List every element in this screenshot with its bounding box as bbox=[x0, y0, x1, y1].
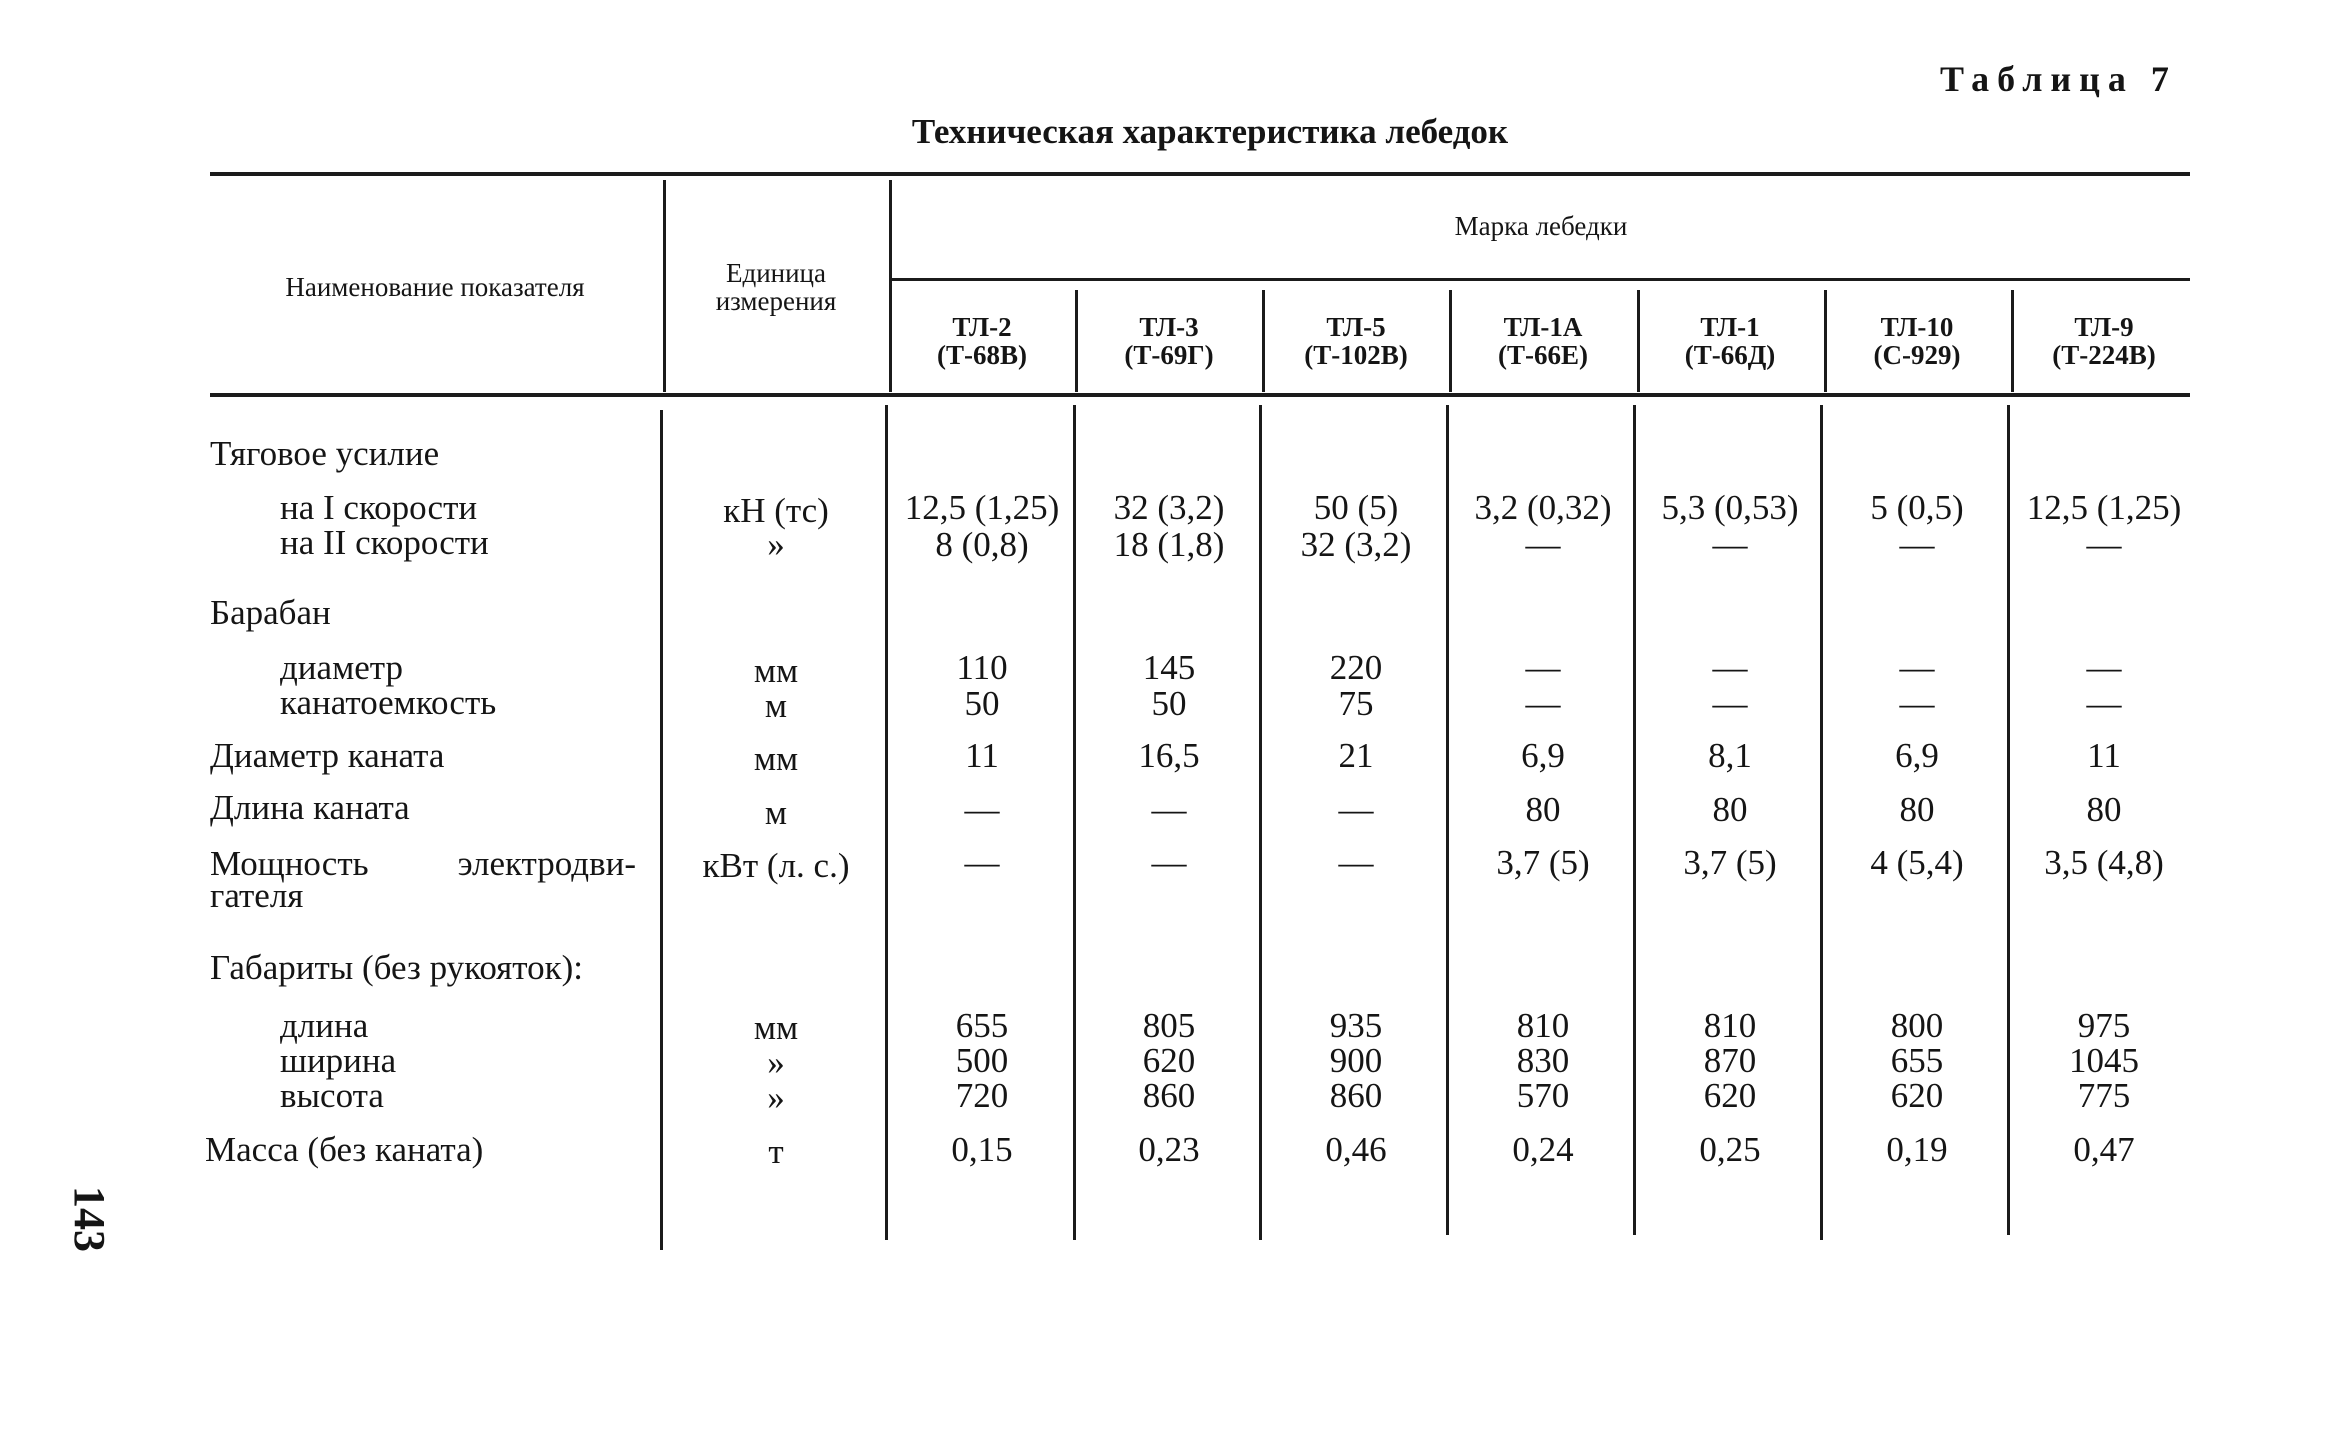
row-label-drum-capacity: канатоемкость bbox=[280, 683, 497, 722]
header-bottom-rule bbox=[210, 393, 2190, 397]
value-cell: 11 bbox=[965, 736, 999, 775]
value-cell: 6,9 bbox=[1895, 736, 1939, 775]
row-label-rope-length: Длина каната bbox=[210, 788, 410, 827]
brand-code-alt: (Т-102В) bbox=[1304, 340, 1408, 370]
unit-cell: мм bbox=[753, 1008, 799, 1047]
row-label-length: длина bbox=[280, 1006, 369, 1045]
value-cell: 12,5 (1,25) bbox=[2026, 488, 2182, 527]
value-cell: 570 bbox=[1516, 1076, 1570, 1115]
row-label-drum-diameter: диаметр bbox=[280, 648, 403, 687]
value-cell: 810 bbox=[1703, 1006, 1757, 1045]
header-brand-group: Марка лебедки bbox=[1454, 211, 1628, 241]
table-title: Техническая характеристика лебедок bbox=[911, 112, 1509, 151]
value-cell: 620 bbox=[1890, 1076, 1944, 1115]
value-cell: 860 bbox=[1142, 1076, 1196, 1115]
value-cell: 110 bbox=[956, 648, 1008, 687]
value-cell: — bbox=[1899, 648, 1935, 687]
value-cell: 0,24 bbox=[1512, 1130, 1574, 1169]
unit-cell: кН (тс) bbox=[723, 491, 829, 530]
value-cell: — bbox=[1338, 790, 1374, 829]
brand-code: ТЛ-2 bbox=[952, 312, 1012, 342]
value-cell: — bbox=[2086, 648, 2122, 687]
brand-code-alt: (С-929) bbox=[1873, 340, 1961, 370]
value-cell: 80 bbox=[1525, 790, 1561, 829]
value-cell: — bbox=[1151, 790, 1187, 829]
value-cell: 810 bbox=[1516, 1006, 1570, 1045]
row-label-speed-2: на II скорости bbox=[280, 523, 489, 562]
unit-cell: м bbox=[764, 793, 788, 832]
value-cell: — bbox=[2086, 525, 2122, 564]
value-cell: — bbox=[1712, 525, 1748, 564]
row-label-motor-power-end: электродви- bbox=[457, 844, 636, 883]
value-cell: — bbox=[2086, 684, 2122, 723]
row-label-speed-1: на I скорости bbox=[280, 488, 478, 527]
value-cell: 75 bbox=[1338, 684, 1374, 723]
unit-cell: » bbox=[767, 525, 785, 564]
value-cell: 0,15 bbox=[951, 1130, 1013, 1169]
value-cell: 0,47 bbox=[2073, 1130, 2135, 1169]
value-cell: 3,2 (0,32) bbox=[1474, 488, 1612, 527]
value-cell: — bbox=[1899, 525, 1935, 564]
body-divider bbox=[660, 410, 663, 1250]
value-cell: 50 bbox=[964, 684, 1000, 723]
row-label-motor-power: Мощность bbox=[210, 844, 369, 883]
value-cell: 975 bbox=[2077, 1006, 2131, 1045]
value-cell: 500 bbox=[955, 1041, 1009, 1080]
brand-code: ТЛ-1 bbox=[1700, 312, 1760, 342]
value-cell: 18 (1,8) bbox=[1113, 525, 1225, 564]
header-indicator: Наименование показателя bbox=[285, 272, 585, 302]
row-label-traction: Тяговое усилие bbox=[210, 434, 440, 473]
brand-header bbox=[889, 313, 1075, 369]
row-label-width: ширина bbox=[280, 1041, 397, 1080]
brand-code: ТЛ-5 bbox=[1326, 312, 1386, 342]
value-cell: 5 (0,5) bbox=[1870, 488, 1964, 527]
brand-code-alt: (Т-66Е) bbox=[1498, 340, 1588, 370]
value-cell: 8 (0,8) bbox=[935, 525, 1029, 564]
value-cell: 870 bbox=[1703, 1041, 1757, 1080]
value-cell: 3,5 (4,8) bbox=[2044, 843, 2164, 882]
value-cell: 21 bbox=[1338, 736, 1374, 775]
brand-header bbox=[1076, 313, 1262, 369]
value-cell: — bbox=[1899, 684, 1935, 723]
unit-cell: кВт (л. с.) bbox=[702, 846, 850, 885]
brand-code: ТЛ-9 bbox=[2074, 312, 2134, 342]
value-cell: 0,25 bbox=[1699, 1130, 1761, 1169]
value-cell: — bbox=[1151, 843, 1187, 882]
value-cell: 80 bbox=[1899, 790, 1935, 829]
value-cell: 720 bbox=[955, 1076, 1009, 1115]
brand-header bbox=[1263, 313, 1449, 369]
value-cell: 1045 bbox=[2069, 1041, 2139, 1080]
value-cell: — bbox=[1712, 684, 1748, 723]
value-cell: 50 bbox=[1151, 684, 1187, 723]
brand-code-alt: (Т-224В) bbox=[2052, 340, 2156, 370]
brand-code-alt: (Т-69Г) bbox=[1124, 340, 1214, 370]
unit-cell: т bbox=[768, 1132, 784, 1171]
value-cell: 145 bbox=[1142, 648, 1196, 687]
value-cell: 6,9 bbox=[1521, 736, 1565, 775]
header-unit-line2: измерения bbox=[715, 286, 837, 316]
brand-code: ТЛ-3 bbox=[1139, 312, 1199, 342]
value-cell: 935 bbox=[1329, 1006, 1383, 1045]
value-cell: 0,23 bbox=[1138, 1130, 1200, 1169]
value-cell: — bbox=[964, 790, 1000, 829]
value-cell: 0,19 bbox=[1886, 1130, 1948, 1169]
brand-code: ТЛ-1А bbox=[1503, 312, 1583, 342]
unit-cell: » bbox=[767, 1078, 785, 1117]
value-cell: 4 (5,4) bbox=[1870, 843, 1964, 882]
value-cell: 3,7 (5) bbox=[1496, 843, 1590, 882]
value-cell: 620 bbox=[1703, 1076, 1757, 1115]
brand-code-alt: (Т-68В) bbox=[937, 340, 1027, 370]
table-top-rule bbox=[210, 172, 2190, 176]
value-cell: 860 bbox=[1329, 1076, 1383, 1115]
value-cell: — bbox=[1712, 648, 1748, 687]
row-label-drum: Барабан bbox=[210, 593, 331, 632]
value-cell: 800 bbox=[1890, 1006, 1944, 1045]
table-number: Таблица 7 bbox=[1940, 59, 2177, 99]
value-cell: 32 (3,2) bbox=[1300, 525, 1412, 564]
row-label-height: высота bbox=[280, 1076, 384, 1115]
header-unit-line1: Единица bbox=[725, 258, 826, 288]
value-cell: 900 bbox=[1329, 1041, 1383, 1080]
value-cell: 32 (3,2) bbox=[1113, 488, 1225, 527]
brand-header bbox=[2011, 313, 2197, 369]
brand-group-rule bbox=[892, 278, 2190, 281]
brand-code-alt: (Т-66Д) bbox=[1684, 340, 1776, 370]
value-cell: 0,46 bbox=[1325, 1130, 1387, 1169]
value-cell: 655 bbox=[955, 1006, 1009, 1045]
value-cell: — bbox=[1338, 843, 1374, 882]
value-cell: 830 bbox=[1516, 1041, 1570, 1080]
value-cell: 655 bbox=[1890, 1041, 1944, 1080]
value-cell: 3,7 (5) bbox=[1683, 843, 1777, 882]
value-cell: 8,1 bbox=[1708, 736, 1752, 775]
row-label-dimensions: Габариты (без рукояток): bbox=[210, 948, 583, 987]
row-label-motor-power-cont: гателя bbox=[210, 876, 304, 915]
unit-cell: » bbox=[767, 1043, 785, 1082]
row-label-mass: Масса (без каната) bbox=[205, 1130, 484, 1169]
value-cell: 80 bbox=[1712, 790, 1748, 829]
value-cell: — bbox=[964, 843, 1000, 882]
value-cell: 775 bbox=[2077, 1076, 2131, 1115]
unit-cell: м bbox=[764, 686, 788, 725]
brand-header bbox=[1824, 313, 2010, 369]
value-cell: 220 bbox=[1329, 648, 1383, 687]
brand-header bbox=[1450, 313, 1636, 369]
value-cell: 11 bbox=[2087, 736, 2121, 775]
row-label-rope-diameter: Диаметр каната bbox=[210, 736, 445, 775]
value-cell: — bbox=[1525, 684, 1561, 723]
brand-header bbox=[1637, 313, 1823, 369]
unit-cell: мм bbox=[753, 739, 799, 778]
value-cell: — bbox=[1525, 648, 1561, 687]
value-cell: 12,5 (1,25) bbox=[904, 488, 1060, 527]
value-cell: — bbox=[1525, 525, 1561, 564]
value-cell: 16,5 bbox=[1138, 736, 1200, 775]
brand-code: ТЛ-10 bbox=[1880, 312, 1954, 342]
value-cell: 620 bbox=[1142, 1041, 1196, 1080]
value-cell: 80 bbox=[2086, 790, 2122, 829]
unit-cell: мм bbox=[753, 651, 799, 690]
value-cell: 805 bbox=[1142, 1006, 1196, 1045]
page-number: 143 bbox=[65, 1186, 114, 1252]
value-cell: 50 (5) bbox=[1313, 488, 1399, 527]
value-cell: 5,3 (0,53) bbox=[1661, 488, 1799, 527]
